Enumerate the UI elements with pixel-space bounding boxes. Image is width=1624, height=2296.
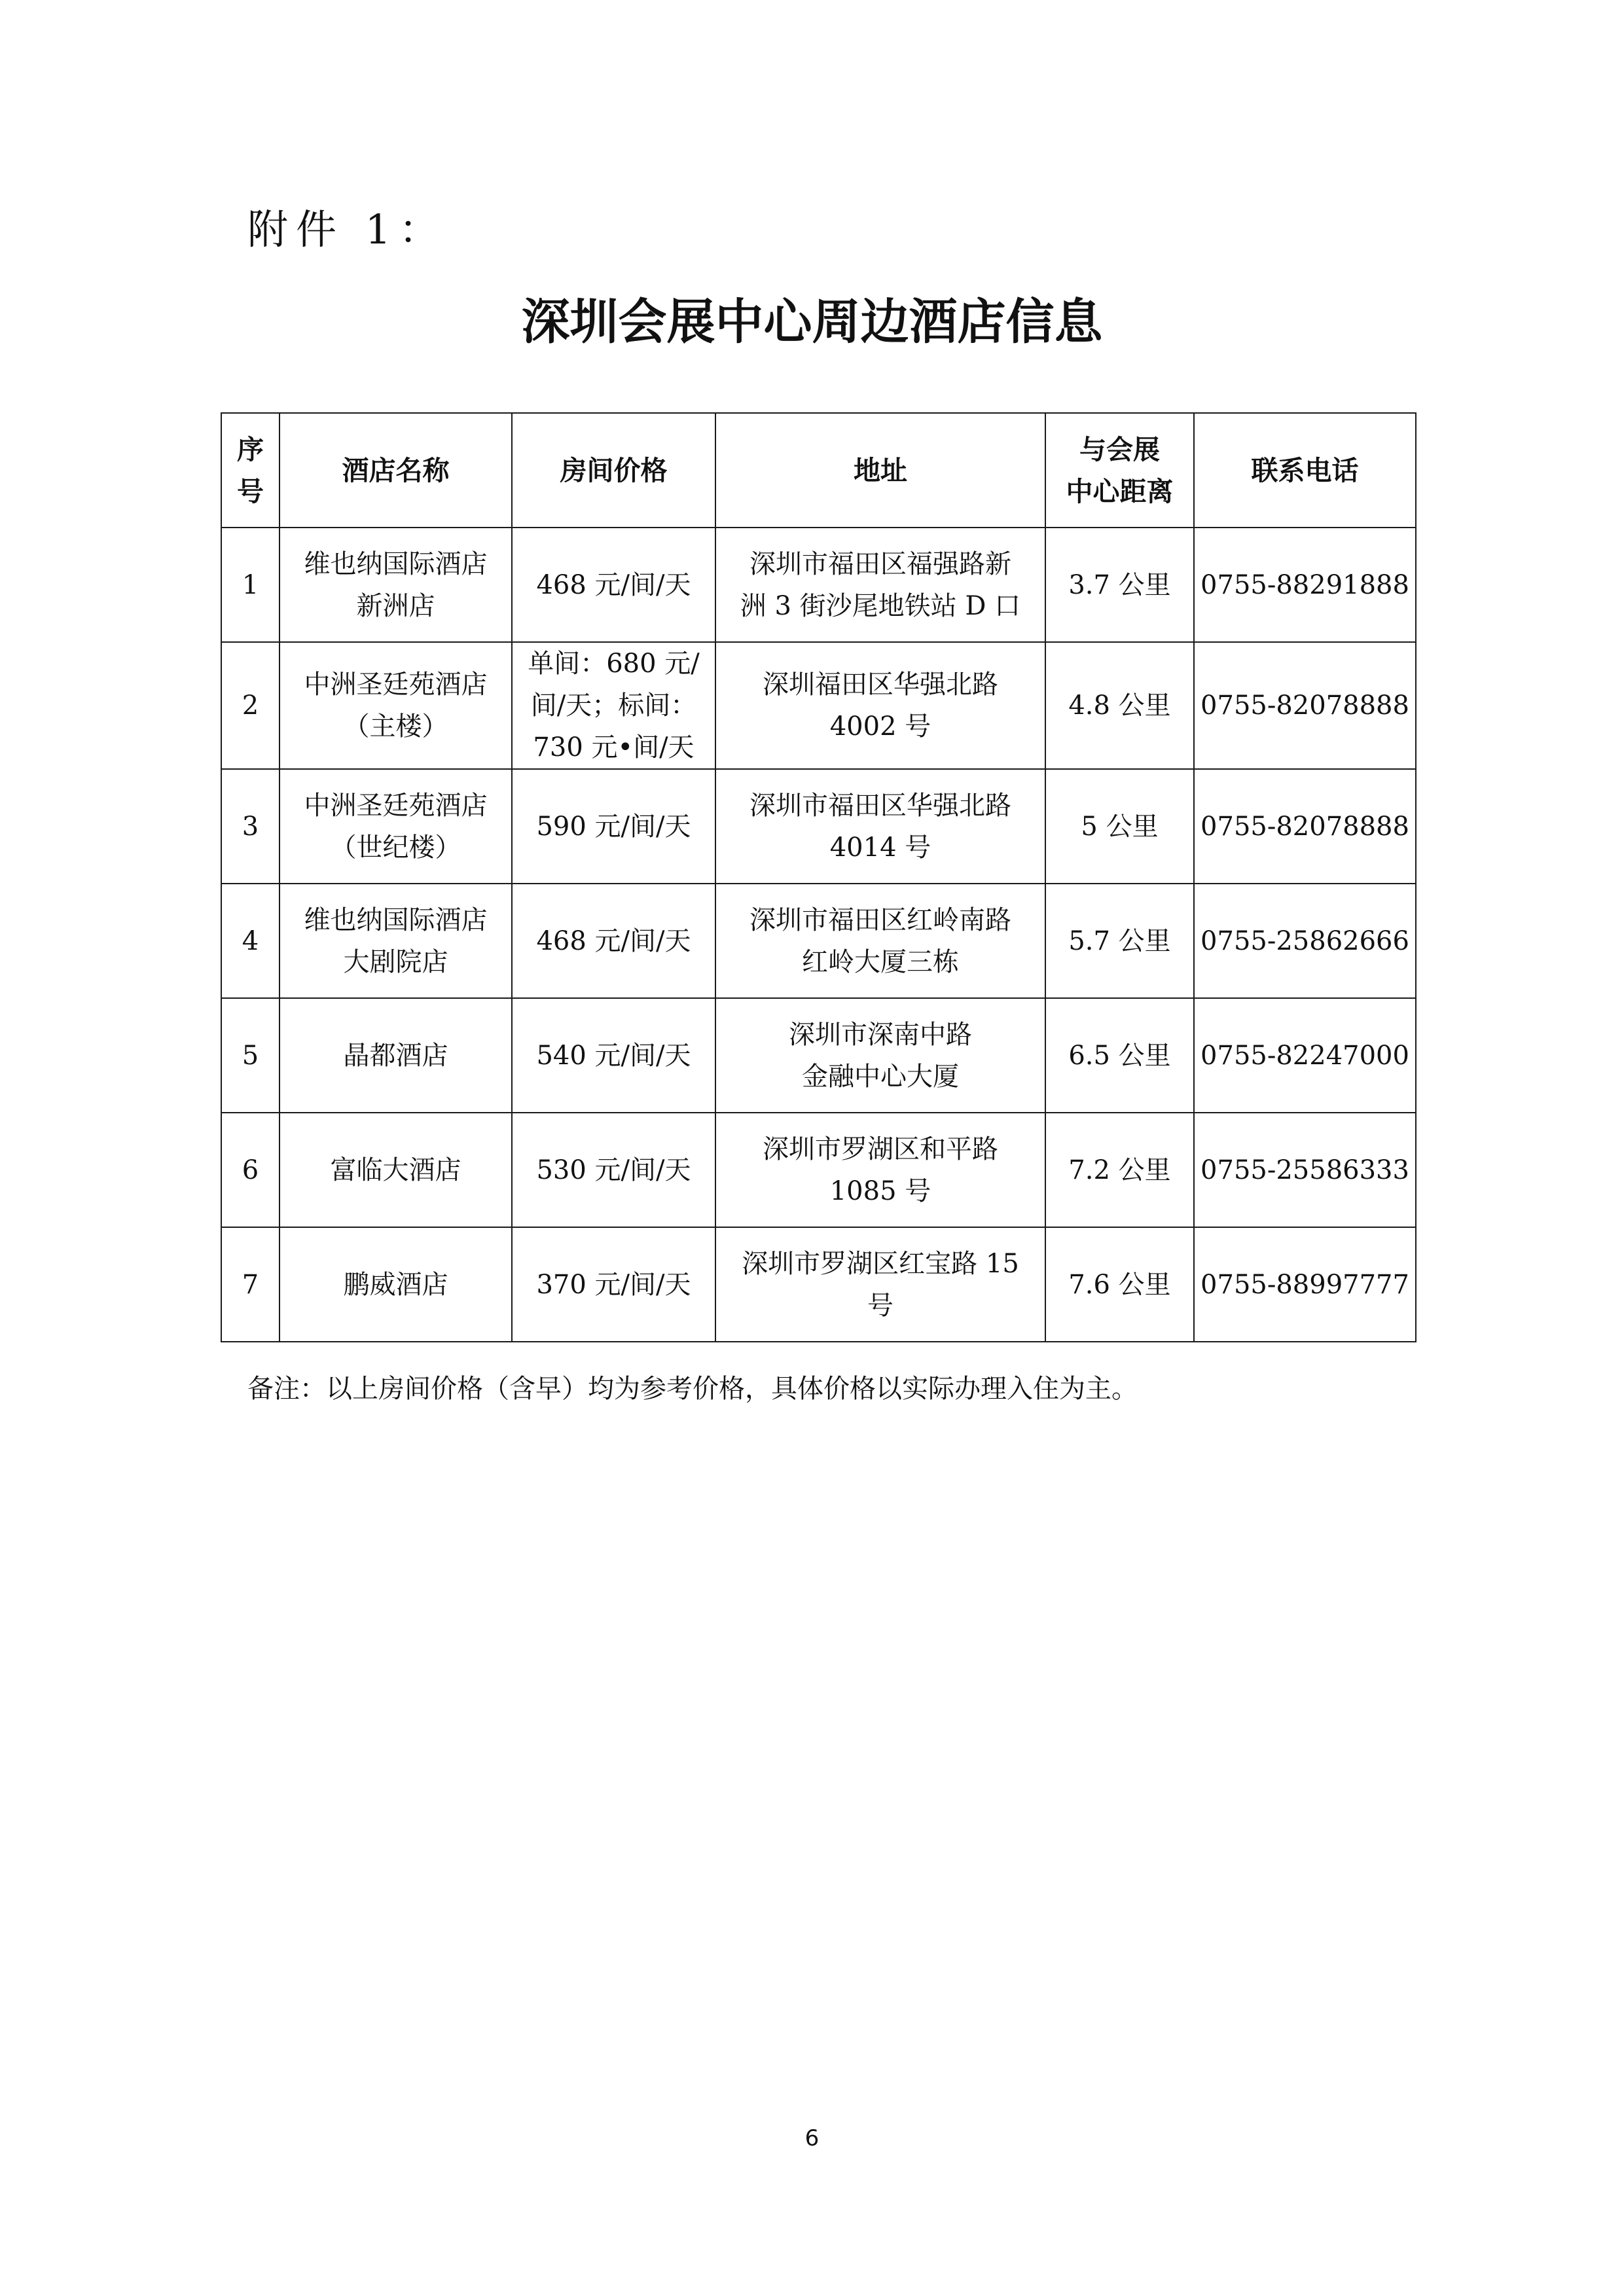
table-row: [221, 769, 1416, 884]
cell-address: 深圳市福田区红岭南路 红岭大厦三栋: [715, 884, 1045, 998]
cell-hotel-name: 中洲圣廷苑酒店 （世纪楼）: [280, 769, 512, 884]
table-row: [221, 1113, 1416, 1227]
cell-room-price: 468 元/间/天: [512, 884, 715, 998]
cell-index: 7: [221, 1227, 280, 1342]
cell-index: 1: [221, 528, 280, 642]
cell-address: 深圳市罗湖区和平路 1085 号: [715, 1113, 1045, 1227]
cell-index: 6: [221, 1113, 280, 1227]
cell-phone: 0755-82247000: [1194, 998, 1416, 1113]
cell-index: 5: [221, 998, 280, 1113]
cell-distance: 3.7 公里: [1045, 528, 1194, 642]
cell-hotel-name: 维也纳国际酒店 新洲店: [280, 528, 512, 642]
table-row: [221, 1227, 1416, 1342]
page-number: 6: [804, 2125, 820, 2151]
cell-distance: 5.7 公里: [1045, 884, 1194, 998]
cell-index: 3: [221, 769, 280, 884]
cell-distance: 7.2 公里: [1045, 1113, 1194, 1227]
cell-room-price: 单间：680 元/ 间/天；标间： 730 元•间/天: [512, 642, 715, 769]
hotel-table: [221, 412, 1416, 1342]
table-row: [221, 998, 1416, 1113]
cell-hotel-name: 中洲圣廷苑酒店 （主楼）: [280, 642, 512, 769]
cell-room-price: 540 元/间/天: [512, 998, 715, 1113]
cell-distance: 5 公里: [1045, 769, 1194, 884]
cell-hotel-name: 鹏威酒店: [280, 1227, 512, 1342]
cell-room-price: 530 元/间/天: [512, 1113, 715, 1227]
cell-hotel-name: 晶都酒店: [280, 998, 512, 1113]
table-row: [221, 884, 1416, 998]
cell-address: 深圳市福田区福强路新 洲 3 街沙尾地铁站 D 口: [715, 528, 1045, 642]
attachment-label: 附件 1：: [247, 206, 448, 253]
footnote: 备注：以上房间价格（含早）均为参考价格，具体价格以实际办理入住为主。: [247, 1374, 1138, 1404]
header-hotel-name: 酒店名称: [280, 413, 512, 528]
cell-phone: 0755-88997777: [1194, 1227, 1416, 1342]
cell-index: 4: [221, 884, 280, 998]
table-row: [221, 642, 1416, 769]
cell-address: 深圳福田区华强北路 4002 号: [715, 642, 1045, 769]
cell-phone: 0755-82078888: [1194, 642, 1416, 769]
header-phone: 联系电话: [1194, 413, 1416, 528]
cell-distance: 7.6 公里: [1045, 1227, 1194, 1342]
cell-room-price: 370 元/间/天: [512, 1227, 715, 1342]
header-index: 序 号: [221, 413, 280, 528]
cell-distance: 4.8 公里: [1045, 642, 1194, 769]
cell-address: 深圳市福田区华强北路 4014 号: [715, 769, 1045, 884]
table-row: [221, 528, 1416, 642]
cell-phone: 0755-25862666: [1194, 884, 1416, 998]
document-title: 深圳会展中心周边酒店信息: [521, 294, 1103, 350]
header-room-price: 房间价格: [512, 413, 715, 528]
cell-address: 深圳市罗湖区红宝路 15 号: [715, 1227, 1045, 1342]
header-distance: 与会展 中心距离: [1045, 413, 1194, 528]
header-address: 地址: [715, 413, 1045, 528]
cell-room-price: 468 元/间/天: [512, 528, 715, 642]
cell-address: 深圳市深南中路 金融中心大厦: [715, 998, 1045, 1113]
cell-distance: 6.5 公里: [1045, 998, 1194, 1113]
cell-phone: 0755-25586333: [1194, 1113, 1416, 1227]
cell-index: 2: [221, 642, 280, 769]
cell-phone: 0755-88291888: [1194, 528, 1416, 642]
table-header-row: [221, 413, 1416, 528]
cell-phone: 0755-82078888: [1194, 769, 1416, 884]
cell-hotel-name: 富临大酒店: [280, 1113, 512, 1227]
cell-room-price: 590 元/间/天: [512, 769, 715, 884]
cell-hotel-name: 维也纳国际酒店 大剧院店: [280, 884, 512, 998]
